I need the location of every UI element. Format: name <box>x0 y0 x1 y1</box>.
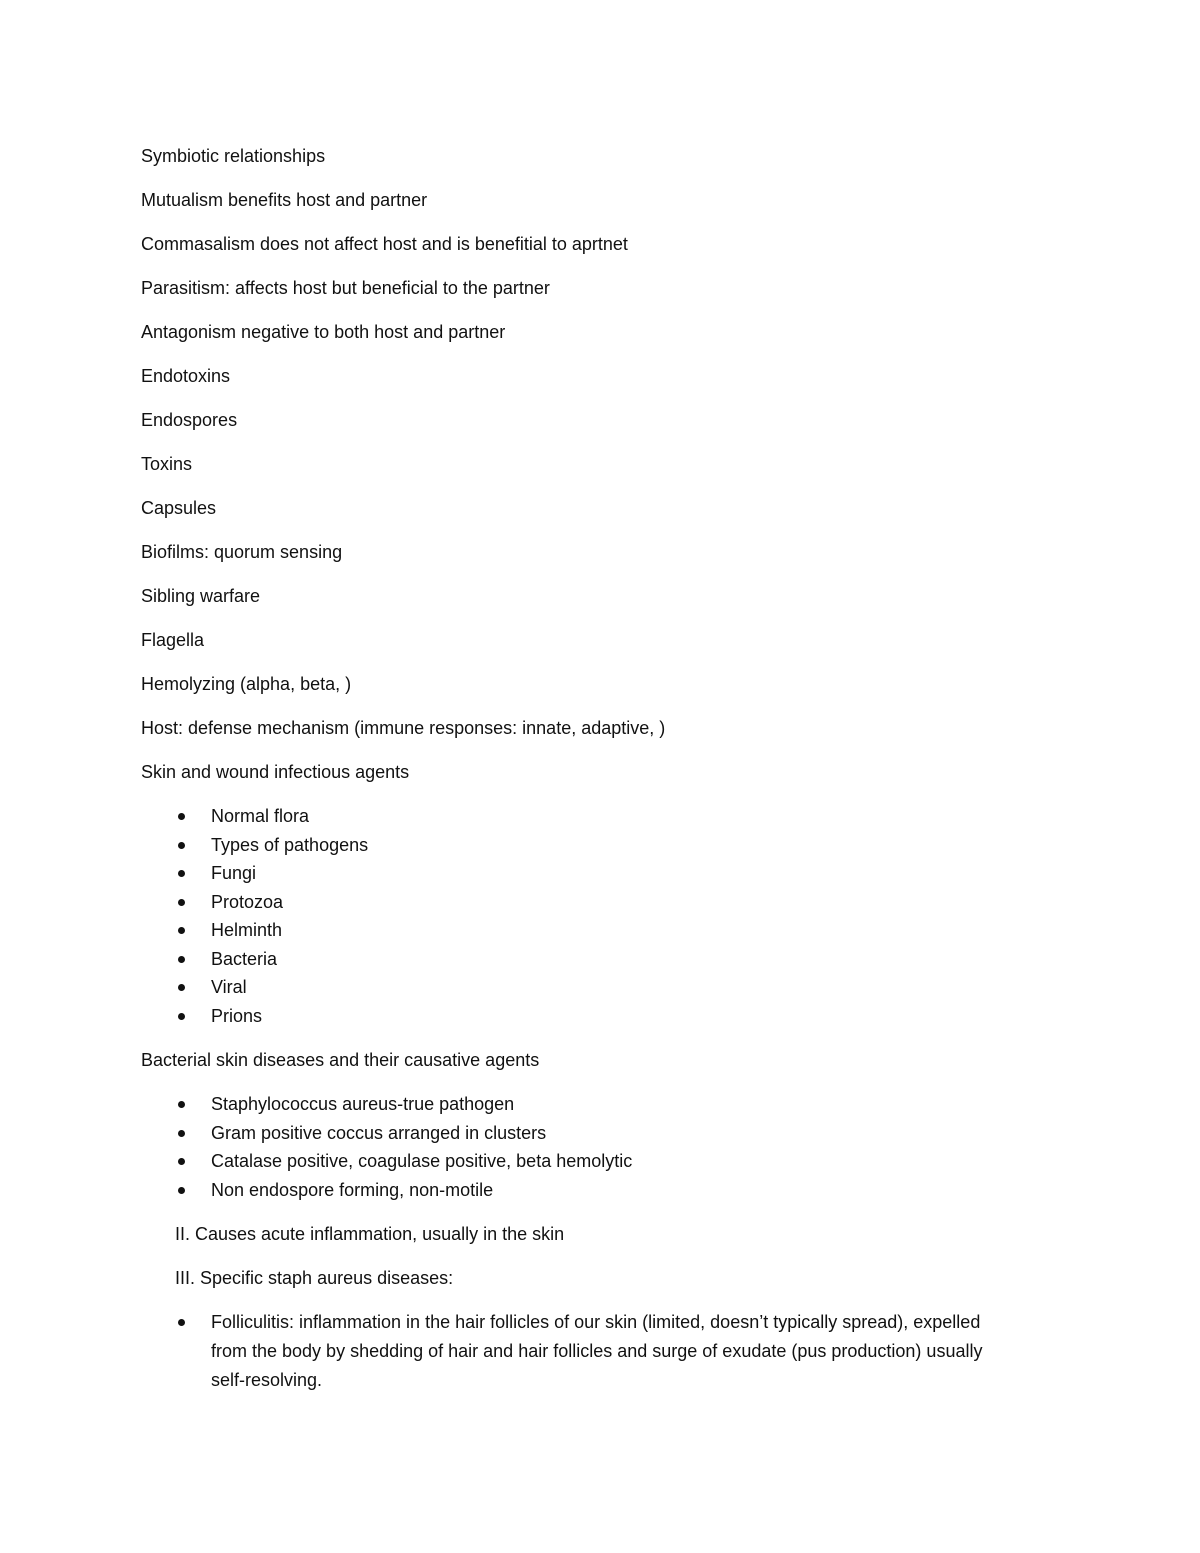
list-item-text: Folliculitis: inflammation in the hair follicles of our skin (limited, doesn’t typically spread), expelled from the body by shedding of hair and hair follicles and surge of exudate (pus production) usually self-resolving. <box>211 1312 983 1390</box>
bullet-icon <box>178 899 185 906</box>
list-item <box>141 831 1041 860</box>
list-staph-diseases <box>141 1308 1041 1395</box>
paragraph-toxins: Toxins <box>141 454 193 474</box>
paragraph-sibling-warfare: Sibling warfare <box>141 586 261 606</box>
bullet-icon <box>178 1187 185 1194</box>
paragraph-host-defense: Host: defense mechanism (immune responses: innate, adaptive, ) <box>141 718 666 738</box>
paragraph-skin-wound-agents: Skin and wound infectious agents <box>141 762 410 782</box>
paragraph-hemolyzing: Hemolyzing (alpha, beta, ) <box>141 674 352 694</box>
paragraph-endospores: Endospores <box>141 410 238 430</box>
bullet-icon <box>178 1158 185 1165</box>
bullet-icon <box>178 927 185 934</box>
list-item-text: Fungi <box>211 863 257 883</box>
list-item-text: Bacteria <box>211 948 278 969</box>
bullet-icon <box>178 1101 185 1108</box>
list-item-text: Viral <box>211 977 247 997</box>
list-item <box>141 945 1041 974</box>
bullet-icon <box>178 1319 185 1326</box>
paragraph-section-iii: III. Specific staph aureus diseases: <box>175 1268 454 1288</box>
paragraph-bacterial-diseases: Bacterial skin diseases and their causative agents <box>141 1050 540 1070</box>
list-item <box>141 859 1041 888</box>
list-item <box>141 802 1041 831</box>
bullet-icon <box>178 1013 185 1020</box>
list-staph-characteristics <box>141 1090 1041 1204</box>
list-item-text: Non endospore forming, non-motile <box>211 1179 494 1200</box>
bullet-icon <box>178 1130 185 1137</box>
list-item <box>141 1090 1041 1119</box>
bullet-icon <box>178 813 185 820</box>
list-item-text: Normal flora <box>211 806 310 826</box>
paragraph-capsules: Capsules <box>141 498 217 518</box>
paragraph-symbiotic: Symbiotic relationships <box>141 146 326 166</box>
list-item-text: Types of pathogens <box>211 834 369 855</box>
list-item <box>141 973 1041 1002</box>
paragraph-commensalism: Commasalism does not affect host and is benefitial to aprtnet <box>141 234 628 254</box>
paragraph-endotoxins: Endotoxins <box>141 366 231 386</box>
bullet-icon <box>178 984 185 991</box>
paragraph-antagonism: Antagonism negative to both host and partner <box>141 322 506 342</box>
list-item-text: Gram positive coccus arranged in clusters <box>211 1122 547 1143</box>
bullet-icon <box>178 870 185 877</box>
paragraph-biofilms: Biofilms: quorum sensing <box>141 542 343 562</box>
list-item-text: Catalase positive, coagulase positive, beta hemolytic <box>211 1151 633 1171</box>
list-item-text: Prions <box>211 1005 263 1026</box>
list-item <box>141 1002 1041 1031</box>
list-infectious-agents <box>141 802 1041 1030</box>
bullet-icon <box>178 842 185 849</box>
list-item-text: Helminth <box>211 920 283 940</box>
paragraph-section-ii: II. Causes acute inflammation, usually in the skin <box>175 1224 565 1244</box>
list-item <box>141 1119 1041 1148</box>
list-item-text: Staphylococcus aureus-true pathogen <box>211 1094 515 1114</box>
list-item-text: Protozoa <box>211 891 284 912</box>
document-body <box>141 142 1041 1411</box>
list-item <box>141 1147 1041 1176</box>
list-item <box>141 1176 1041 1205</box>
list-item <box>141 916 1041 945</box>
list-item <box>141 888 1041 917</box>
paragraph-flagella: Flagella <box>141 630 205 650</box>
paragraph-mutualism: Mutualism benefits host and partner <box>141 190 428 210</box>
paragraph-parasitism: Parasitism: affects host but beneficial to the partner <box>141 278 550 298</box>
list-item <box>141 1308 1011 1395</box>
bullet-icon <box>178 956 185 963</box>
